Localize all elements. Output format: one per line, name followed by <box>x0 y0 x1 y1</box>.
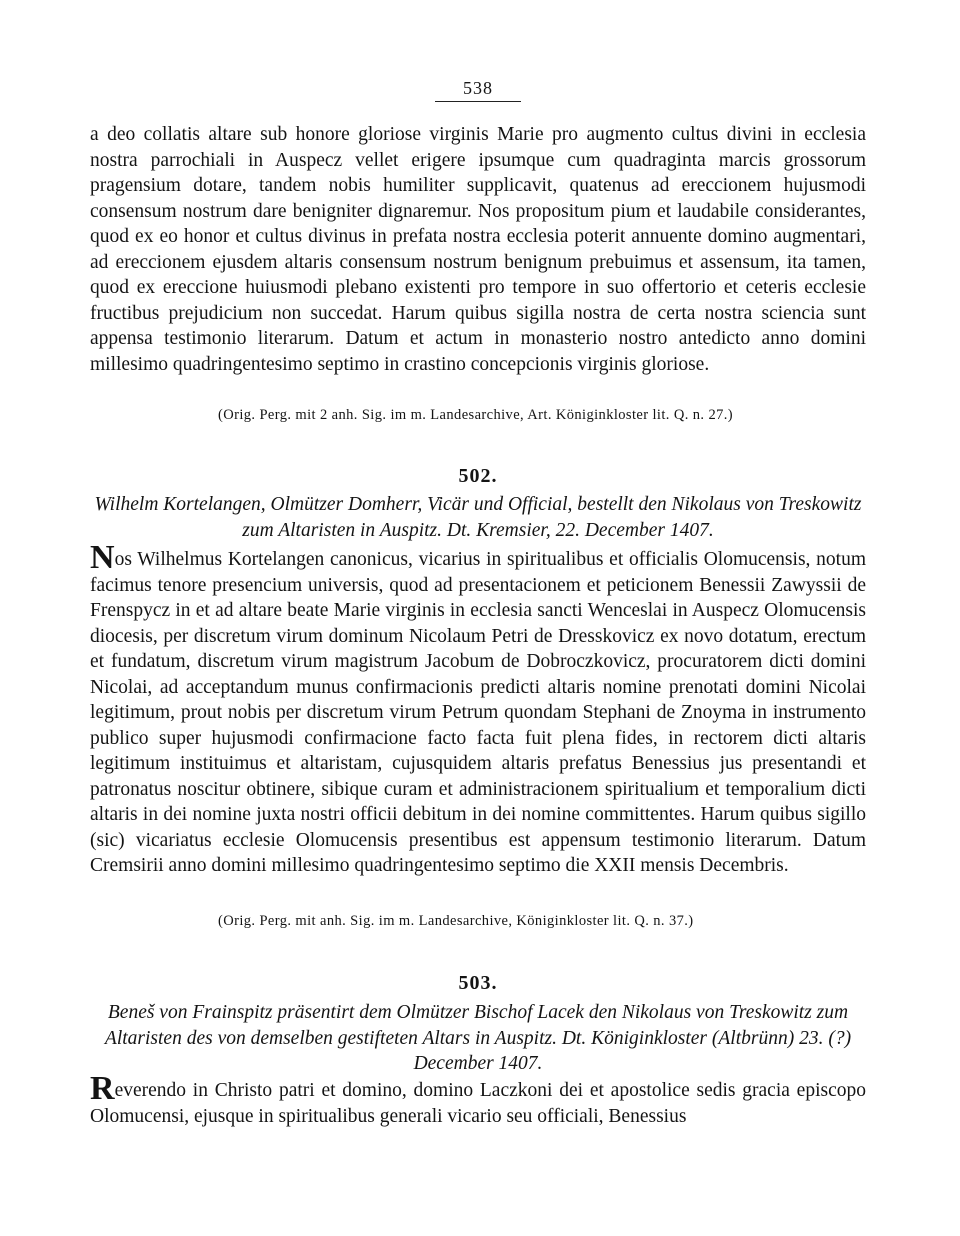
continuation-source-note: (Orig. Perg. mit 2 anh. Sig. im m. Landesarchive, Art. Königinkloster lit. Q. n. 27.) <box>218 407 733 423</box>
document-502-initial: N <box>90 539 115 576</box>
document-503-body: everendo in Christo patri et domino, domino Laczkoni dei et apostolice sedis gracia episcopo Olomucensi, ejusque in spiritualibus generali vicario seu officiali, Benessius <box>90 1080 866 1127</box>
continuation-text: a deo collatis altare sub honore gloriose virginis Marie pro augmento cultus divini in ecclesia nostra parrochiali in Auspecz vellet erigere ipsumque cum quadraginta marcis grossorum pragensium dotare, tandem nobis humiliter supplicavit, quatenus ad ereccionem hujusmodi consensum nostrum dare benigniter dignaremur. Nos propositum pium et laudabile considerantes, quod ex eo honor et cultus divinus in prefata nostra ecclesia poterit annuente domino augmentari, ad ereccionem ejusdem altaris consensum nostrum benignum prebuimus et assensum, ita tamen, quod ex ereccione huiusmodi plebano existenti pro tempore in suo offertorio et ceteris ecclesie fructibus prejudicium non succedat. Harum quibus sigilla nostra de certa nostra sciencia sunt appensa testimonio literarum. Datum et actum in monasterio nostro antedicto anno domini millesimo quadringentesimo septimo in crastino concepcionis virginis gloriose. <box>90 124 866 375</box>
document-503-regest: Beneš von Frainspitz präsentirt dem Olmützer Bischof Lacek den Nikolaus von Treskowitz zum Altaristen des von demselben gestifteten Altars in Auspitz. Dt. Königinkloster (Altbrünn) 23. (?) December 1407. <box>104 1002 852 1074</box>
document-502-body: os Wilhelmus Kortelangen canonicus, vicarius in spiritualibus et officialis Olomucensis, notum facimus tenore presencium universis, quod ad presentacionem et peticionem Benessii Zawyssii de Frenspycz in et ad altare beate Marie virginis in ecclesia sancti Wenceslai in Auspecz Olomucensis diocesis, per discretum virum dominum Nicolaum Petri de Dresskovicz ex novo dotatum, erectum et fundatum, discretum virum magistrum Jacobum de Dobroczkovicz, procuratorem dicti domini Nicolai, ad acceptandum munus confirmacionis predicti altaris nomine prenotati domini Nicolai legitimum, prout nobis per discretum virum Petrum quondam Stephani de Znoyma in instrumento publico super hujusmodi confirmacione facto facta fuit plena fides, in rectorem dicti altaris legitimum instituimus et altaristam, cujusquidem altaris prefatus Benessius jus presentandi et patronatus noscitur obtinere, sibique curam et administracionem spiritualium et temporalium dicti altaris in dei nomine juxta nostri officii debitum in dei nomine committentes. Harum quibus sigillo (sic) vicariatus ecclesie Olomucensis presentibus est appensum testimonio literarum. Datum Cremsirii anno domini millesimo quadringentesimo septimo die XXII mensis Decembris. <box>90 549 866 876</box>
page-number: 538 <box>435 78 521 102</box>
document-number-503: 503. <box>458 972 498 994</box>
document-502-text <box>90 539 866 879</box>
document-503-initial: R <box>90 1070 115 1107</box>
document-502-regest: Wilhelm Kortelangen, Olmützer Domherr, Vicär und Official, bestellt den Nikolaus von Treskowitz zum Altaristen in Auspitz. Dt. Kremsier, 22. December 1407. <box>94 494 862 541</box>
document-page <box>90 0 866 1236</box>
document-number-502: 502. <box>458 465 498 487</box>
document-503-text <box>90 1070 866 1129</box>
document-502-source-note: (Orig. Perg. mit anh. Sig. im m. Landesarchive, Königinkloster lit. Q. n. 37.) <box>218 913 694 929</box>
